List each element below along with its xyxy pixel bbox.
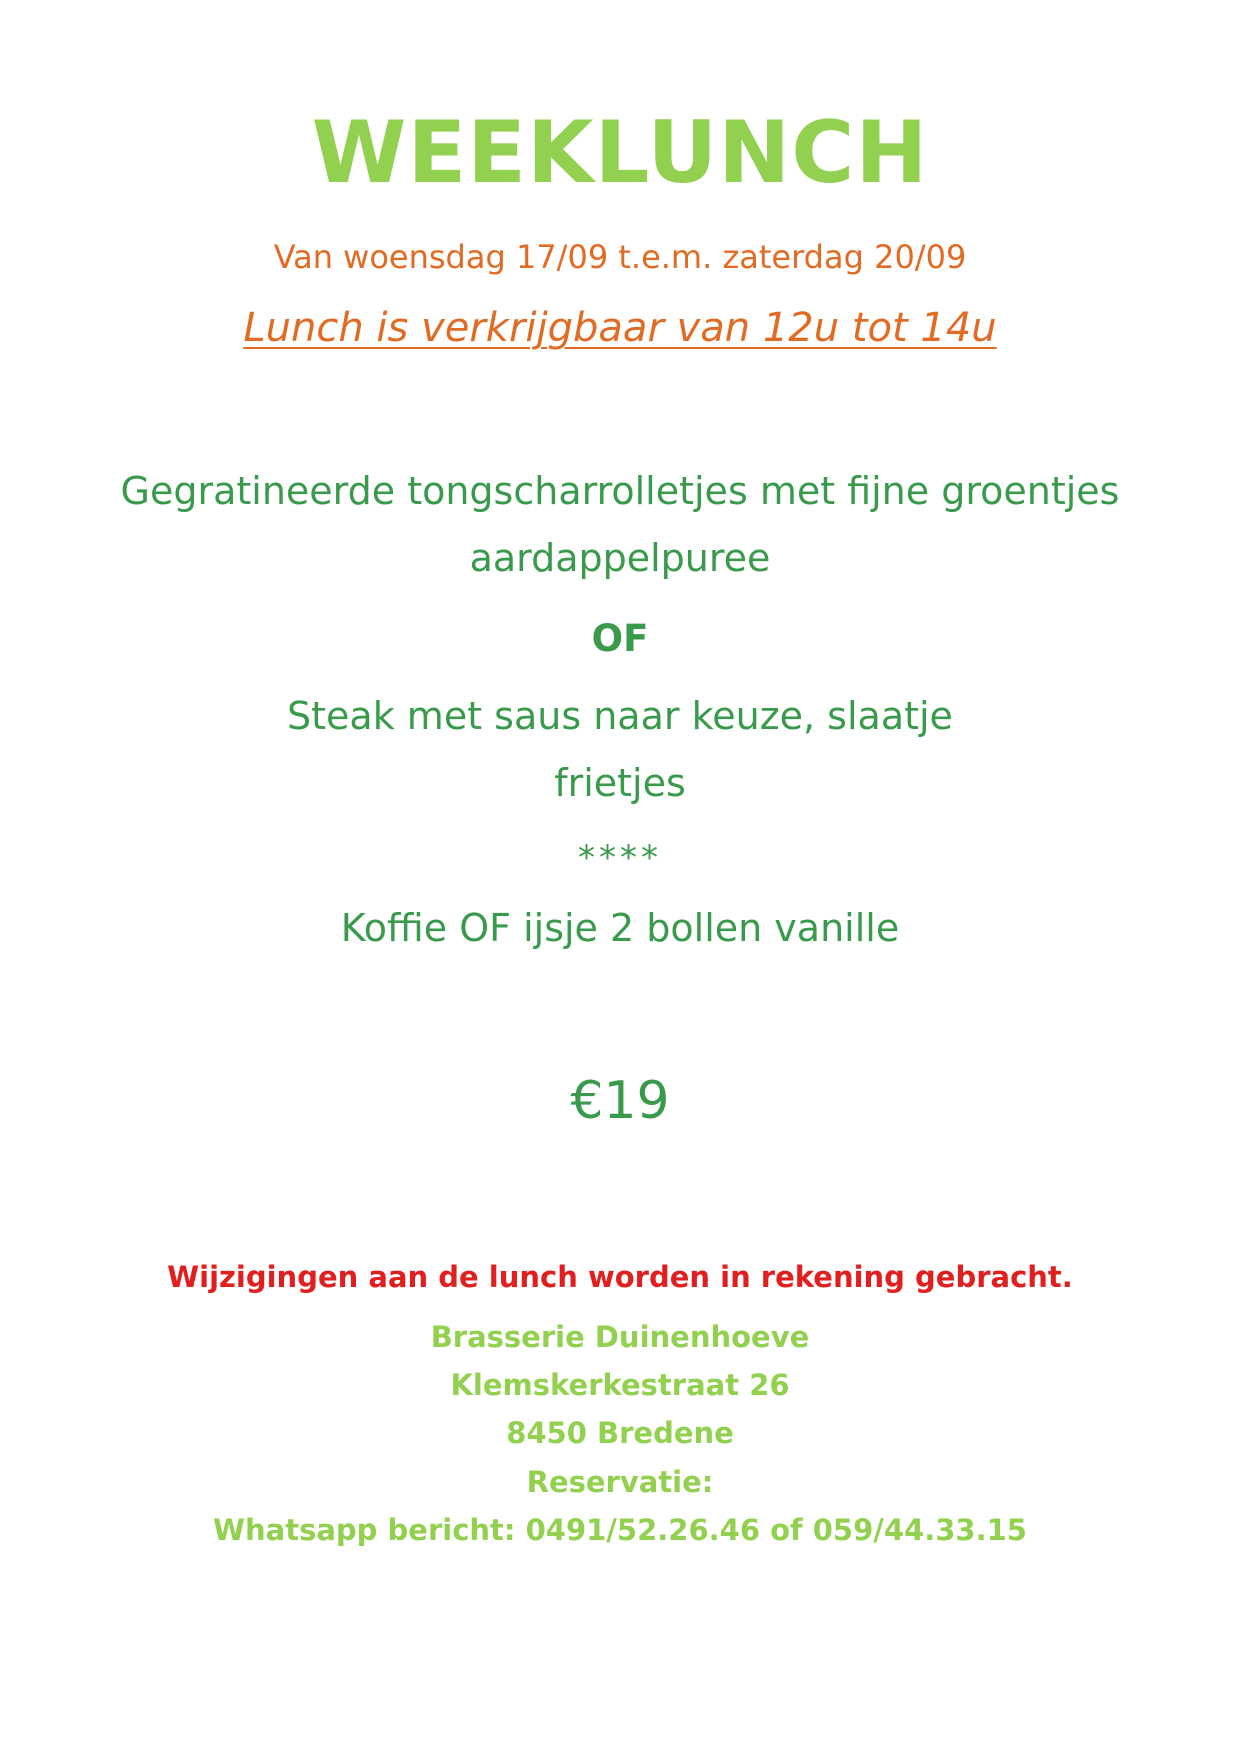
reservation-label: Reservatie: <box>526 1465 714 1499</box>
reservation-phone: Whatsapp bericht: 0491/52.26.46 of 059/44.33.15 <box>213 1513 1027 1547</box>
lunch-hours: Lunch is verkrijgbaar van 12u tot 14u <box>243 305 997 351</box>
dish-option-2-main: Steak met saus naar keuze, slaatje <box>287 694 953 738</box>
dish-option-2-side: frietjes <box>554 761 686 805</box>
dish-option-1-side: aardappelpuree <box>469 536 771 580</box>
restaurant-city: 8450 Bredene <box>506 1416 734 1450</box>
date-range: Van woensdag 17/09 t.e.m. zaterdag 20/09 <box>273 238 967 276</box>
dessert-option: Koffie OF ijsje 2 bollen vanille <box>340 906 900 950</box>
restaurant-name: Brasserie Duinenhoeve <box>430 1320 810 1354</box>
or-label: OF <box>591 617 649 660</box>
menu-price: €19 <box>570 1071 670 1131</box>
page-title: WEEKLUNCH <box>311 103 929 203</box>
dish-option-1-main: Gegratineerde tongscharrolletjes met fijne groentjes <box>120 469 1120 513</box>
course-separator: **** <box>578 838 662 878</box>
restaurant-street: Klemskerkestraat 26 <box>450 1368 790 1402</box>
modification-notice: Wijzigingen aan de lunch worden in rekening gebracht. <box>167 1260 1073 1294</box>
